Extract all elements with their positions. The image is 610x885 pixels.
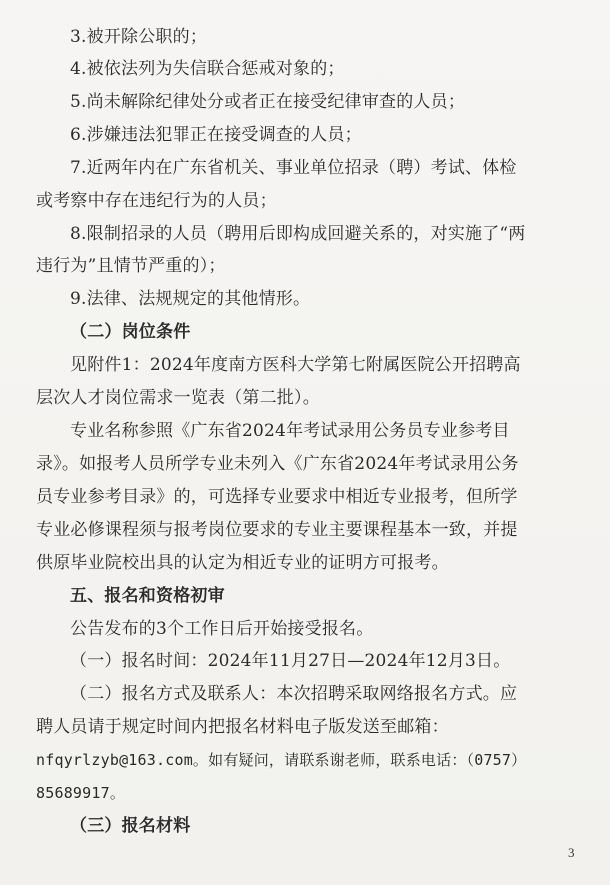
- text-line-registration-time: （一）报名时间：2024年11月27日—2024年12月3日。: [70, 651, 511, 671]
- text-line-registration-method-cont: 聘人员请于规定时间内把报名材料电子版发送至邮箱：: [36, 717, 449, 737]
- text-line-item-8: 8.限制招录的人员（聘用后即构成回避关系的，对实施了“两: [70, 224, 526, 244]
- section-heading-registration: 五、报名和资格初审: [70, 586, 225, 606]
- text-line-attachment-cont: 层次人才岗位需求一览表（第二批）。: [36, 388, 320, 408]
- text-line-major-3: 员专业参考目录》的，可选择专业要求中相近专业报考，但所学: [36, 487, 518, 507]
- text-line-item-9: 9.法律、法规规定的其他情形。: [70, 289, 311, 309]
- section-heading-registration-materials: （三）报名材料: [70, 816, 191, 836]
- text-line-item-7: 7.近两年内在广东省机关、事业单位招录（聘）考试、体检: [70, 158, 517, 178]
- text-line-item-6: 6.涉嫌违法犯罪正在接受调查的人员；: [70, 125, 362, 145]
- text-line-item-3: 3.被开除公职的；: [70, 27, 208, 47]
- text-line-item-4: 4.被依法列为失信联合惩戒对象的；: [70, 59, 345, 79]
- text-line-major-4: 专业必修课程须与报考岗位要求的专业主要课程基本一致，并提: [36, 520, 518, 540]
- text-line-major-5: 供原毕业院校出具的认定为相近专业的证明方可报考。: [36, 553, 449, 573]
- text-line-major-2: 录》。如报考人员所学专业未列入《广东省2024年考试录用公务: [36, 454, 519, 474]
- text-line-attachment: 见附件1：2024年度南方医科大学第七附属医院公开招聘高: [70, 355, 521, 375]
- section-heading-position-requirements: （二）岗位条件: [70, 322, 191, 342]
- page-number: 3: [568, 845, 575, 860]
- text-line-item-7-cont: 或考察中存在违纪行为的人员；: [36, 191, 277, 211]
- text-line-registration-method: （二）报名方式及联系人：本次招聘采取网络报名方式。应: [70, 684, 518, 704]
- text-line-contact-phone: 85689917。: [36, 784, 126, 802]
- text-line-item-8-cont: 违行为”且情节严重的）；: [36, 256, 226, 276]
- text-line-item-5: 5.尚未解除纪律处分或者正在接受纪律审查的人员；: [70, 92, 466, 112]
- text-line-contact-email: nfqyrlzyb@163.com。如有疑问，请联系谢老师，联系电话：（0757）: [36, 751, 527, 769]
- text-line-announcement: 公告发布的3个工作日后开始接受报名。: [70, 619, 374, 639]
- text-line-major-1: 专业名称参照《广东省2024年考试录用公务员专业参考目: [70, 421, 510, 441]
